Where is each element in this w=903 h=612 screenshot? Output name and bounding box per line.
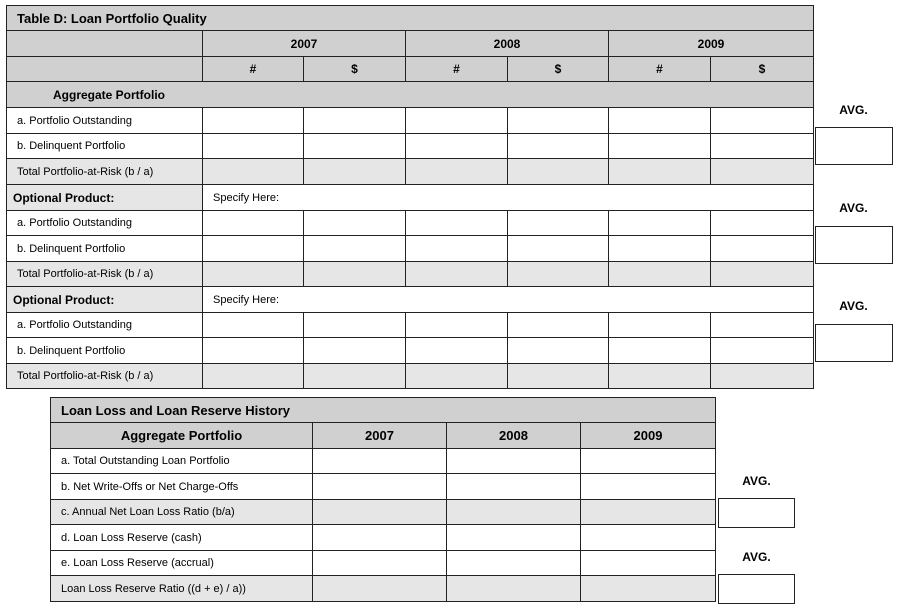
row-label: a. Total Outstanding Loan Portfolio [51, 449, 313, 474]
input-cell[interactable] [508, 108, 609, 134]
optional-product-label: Optional Product: [7, 287, 203, 313]
input-cell[interactable] [609, 108, 711, 134]
calc-cell [711, 364, 814, 389]
avg-label: AVG. [839, 201, 868, 215]
calc-cell [447, 500, 581, 525]
calc-cell [711, 159, 814, 185]
avg-input-box[interactable] [815, 127, 893, 165]
row-label: Total Portfolio-at-Risk (b / a) [7, 364, 203, 389]
row-label: Total Portfolio-at-Risk (b / a) [7, 159, 203, 185]
row-label: b. Delinquent Portfolio [7, 338, 203, 364]
amount-column-header: $ [711, 57, 814, 82]
input-cell[interactable] [581, 525, 716, 551]
input-cell[interactable] [609, 313, 711, 338]
avg-input-box[interactable] [718, 498, 795, 528]
calc-cell [447, 576, 581, 602]
calc-cell [203, 262, 304, 287]
year-header: 2009 [609, 31, 814, 57]
input-cell[interactable] [609, 134, 711, 159]
input-cell[interactable] [304, 134, 406, 159]
input-cell[interactable] [406, 211, 508, 236]
input-cell[interactable] [581, 474, 716, 500]
year-header: 2008 [406, 31, 609, 57]
avg-input-box[interactable] [718, 574, 795, 604]
row-label: Loan Loss Reserve Ratio ((d + e) / a)) [51, 576, 313, 602]
input-cell[interactable] [406, 313, 508, 338]
input-cell[interactable] [508, 236, 609, 262]
avg-label: AVG. [839, 103, 868, 117]
input-cell[interactable] [313, 525, 447, 551]
year-header: 2009 [581, 423, 716, 449]
calc-cell [581, 500, 716, 525]
input-cell[interactable] [609, 236, 711, 262]
calc-cell [304, 159, 406, 185]
calc-cell [313, 576, 447, 602]
input-cell[interactable] [447, 449, 581, 474]
input-cell[interactable] [609, 211, 711, 236]
input-cell[interactable] [447, 551, 581, 576]
calc-cell [581, 576, 716, 602]
calc-cell [313, 500, 447, 525]
calc-cell [304, 262, 406, 287]
input-cell[interactable] [203, 211, 304, 236]
input-cell[interactable] [203, 338, 304, 364]
table-title: Table D: Loan Portfolio Quality [7, 6, 814, 31]
input-cell[interactable] [304, 338, 406, 364]
avg-label: AVG. [742, 474, 771, 488]
input-cell[interactable] [508, 211, 609, 236]
input-cell[interactable] [304, 236, 406, 262]
input-cell[interactable] [581, 551, 716, 576]
calc-cell [406, 159, 508, 185]
input-cell[interactable] [711, 134, 814, 159]
aggregate-portfolio-heading: Aggregate Portfolio [51, 423, 313, 449]
year-header: 2007 [313, 423, 447, 449]
calc-cell [304, 364, 406, 389]
input-cell[interactable] [508, 338, 609, 364]
table-title: Loan Loss and Loan Reserve History [51, 398, 716, 423]
input-cell[interactable] [447, 525, 581, 551]
row-label: d. Loan Loss Reserve (cash) [51, 525, 313, 551]
avg-input-box[interactable] [815, 324, 893, 362]
avg-label: AVG. [742, 550, 771, 564]
input-cell[interactable] [711, 211, 814, 236]
input-cell[interactable] [203, 108, 304, 134]
input-cell[interactable] [508, 134, 609, 159]
input-cell[interactable] [304, 108, 406, 134]
year-header: 2008 [447, 423, 581, 449]
calc-cell [609, 159, 711, 185]
loan-portfolio-quality-table [6, 5, 814, 389]
calc-cell [508, 364, 609, 389]
calc-cell [609, 262, 711, 287]
calc-cell [203, 159, 304, 185]
input-cell[interactable] [203, 236, 304, 262]
input-cell[interactable] [711, 338, 814, 364]
count-column-header: # [406, 57, 508, 82]
input-cell[interactable] [406, 236, 508, 262]
input-cell[interactable] [313, 551, 447, 576]
calc-cell [508, 159, 609, 185]
specify-here-field[interactable]: Specify Here: [203, 287, 814, 313]
input-cell[interactable] [609, 338, 711, 364]
specify-here-field[interactable]: Specify Here: [203, 185, 814, 211]
input-cell[interactable] [581, 449, 716, 474]
count-column-header: # [203, 57, 304, 82]
row-label: a. Portfolio Outstanding [7, 313, 203, 338]
row-label: b. Net Write-Offs or Net Charge-Offs [51, 474, 313, 500]
input-cell[interactable] [406, 134, 508, 159]
input-cell[interactable] [313, 449, 447, 474]
input-cell[interactable] [508, 313, 609, 338]
calc-cell [406, 262, 508, 287]
row-label: b. Delinquent Portfolio [7, 134, 203, 159]
row-label: e. Loan Loss Reserve (accrual) [51, 551, 313, 576]
row-label: c. Annual Net Loan Loss Ratio (b/a) [51, 500, 313, 525]
input-cell[interactable] [203, 313, 304, 338]
input-cell[interactable] [711, 108, 814, 134]
calc-cell [711, 262, 814, 287]
calc-cell [609, 364, 711, 389]
optional-product-label: Optional Product: [7, 185, 203, 211]
input-cell[interactable] [203, 134, 304, 159]
row-label: Total Portfolio-at-Risk (b / a) [7, 262, 203, 287]
calc-cell [508, 262, 609, 287]
calc-cell [406, 364, 508, 389]
input-cell[interactable] [447, 474, 581, 500]
avg-label: AVG. [839, 299, 868, 313]
input-cell[interactable] [711, 313, 814, 338]
header-blank [7, 31, 203, 57]
row-label: b. Delinquent Portfolio [7, 236, 203, 262]
input-cell[interactable] [304, 211, 406, 236]
count-column-header: # [609, 57, 711, 82]
year-header: 2007 [203, 31, 406, 57]
input-cell[interactable] [406, 108, 508, 134]
loan-loss-reserve-history-table [50, 397, 716, 602]
input-cell[interactable] [711, 236, 814, 262]
input-cell[interactable] [406, 338, 508, 364]
row-label: a. Portfolio Outstanding [7, 108, 203, 134]
input-cell[interactable] [304, 313, 406, 338]
avg-input-box[interactable] [815, 226, 893, 264]
amount-column-header: $ [508, 57, 609, 82]
header-blank [7, 57, 203, 82]
row-label: a. Portfolio Outstanding [7, 211, 203, 236]
amount-column-header: $ [304, 57, 406, 82]
aggregate-portfolio-heading: Aggregate Portfolio [7, 82, 814, 108]
input-cell[interactable] [313, 474, 447, 500]
calc-cell [203, 364, 304, 389]
